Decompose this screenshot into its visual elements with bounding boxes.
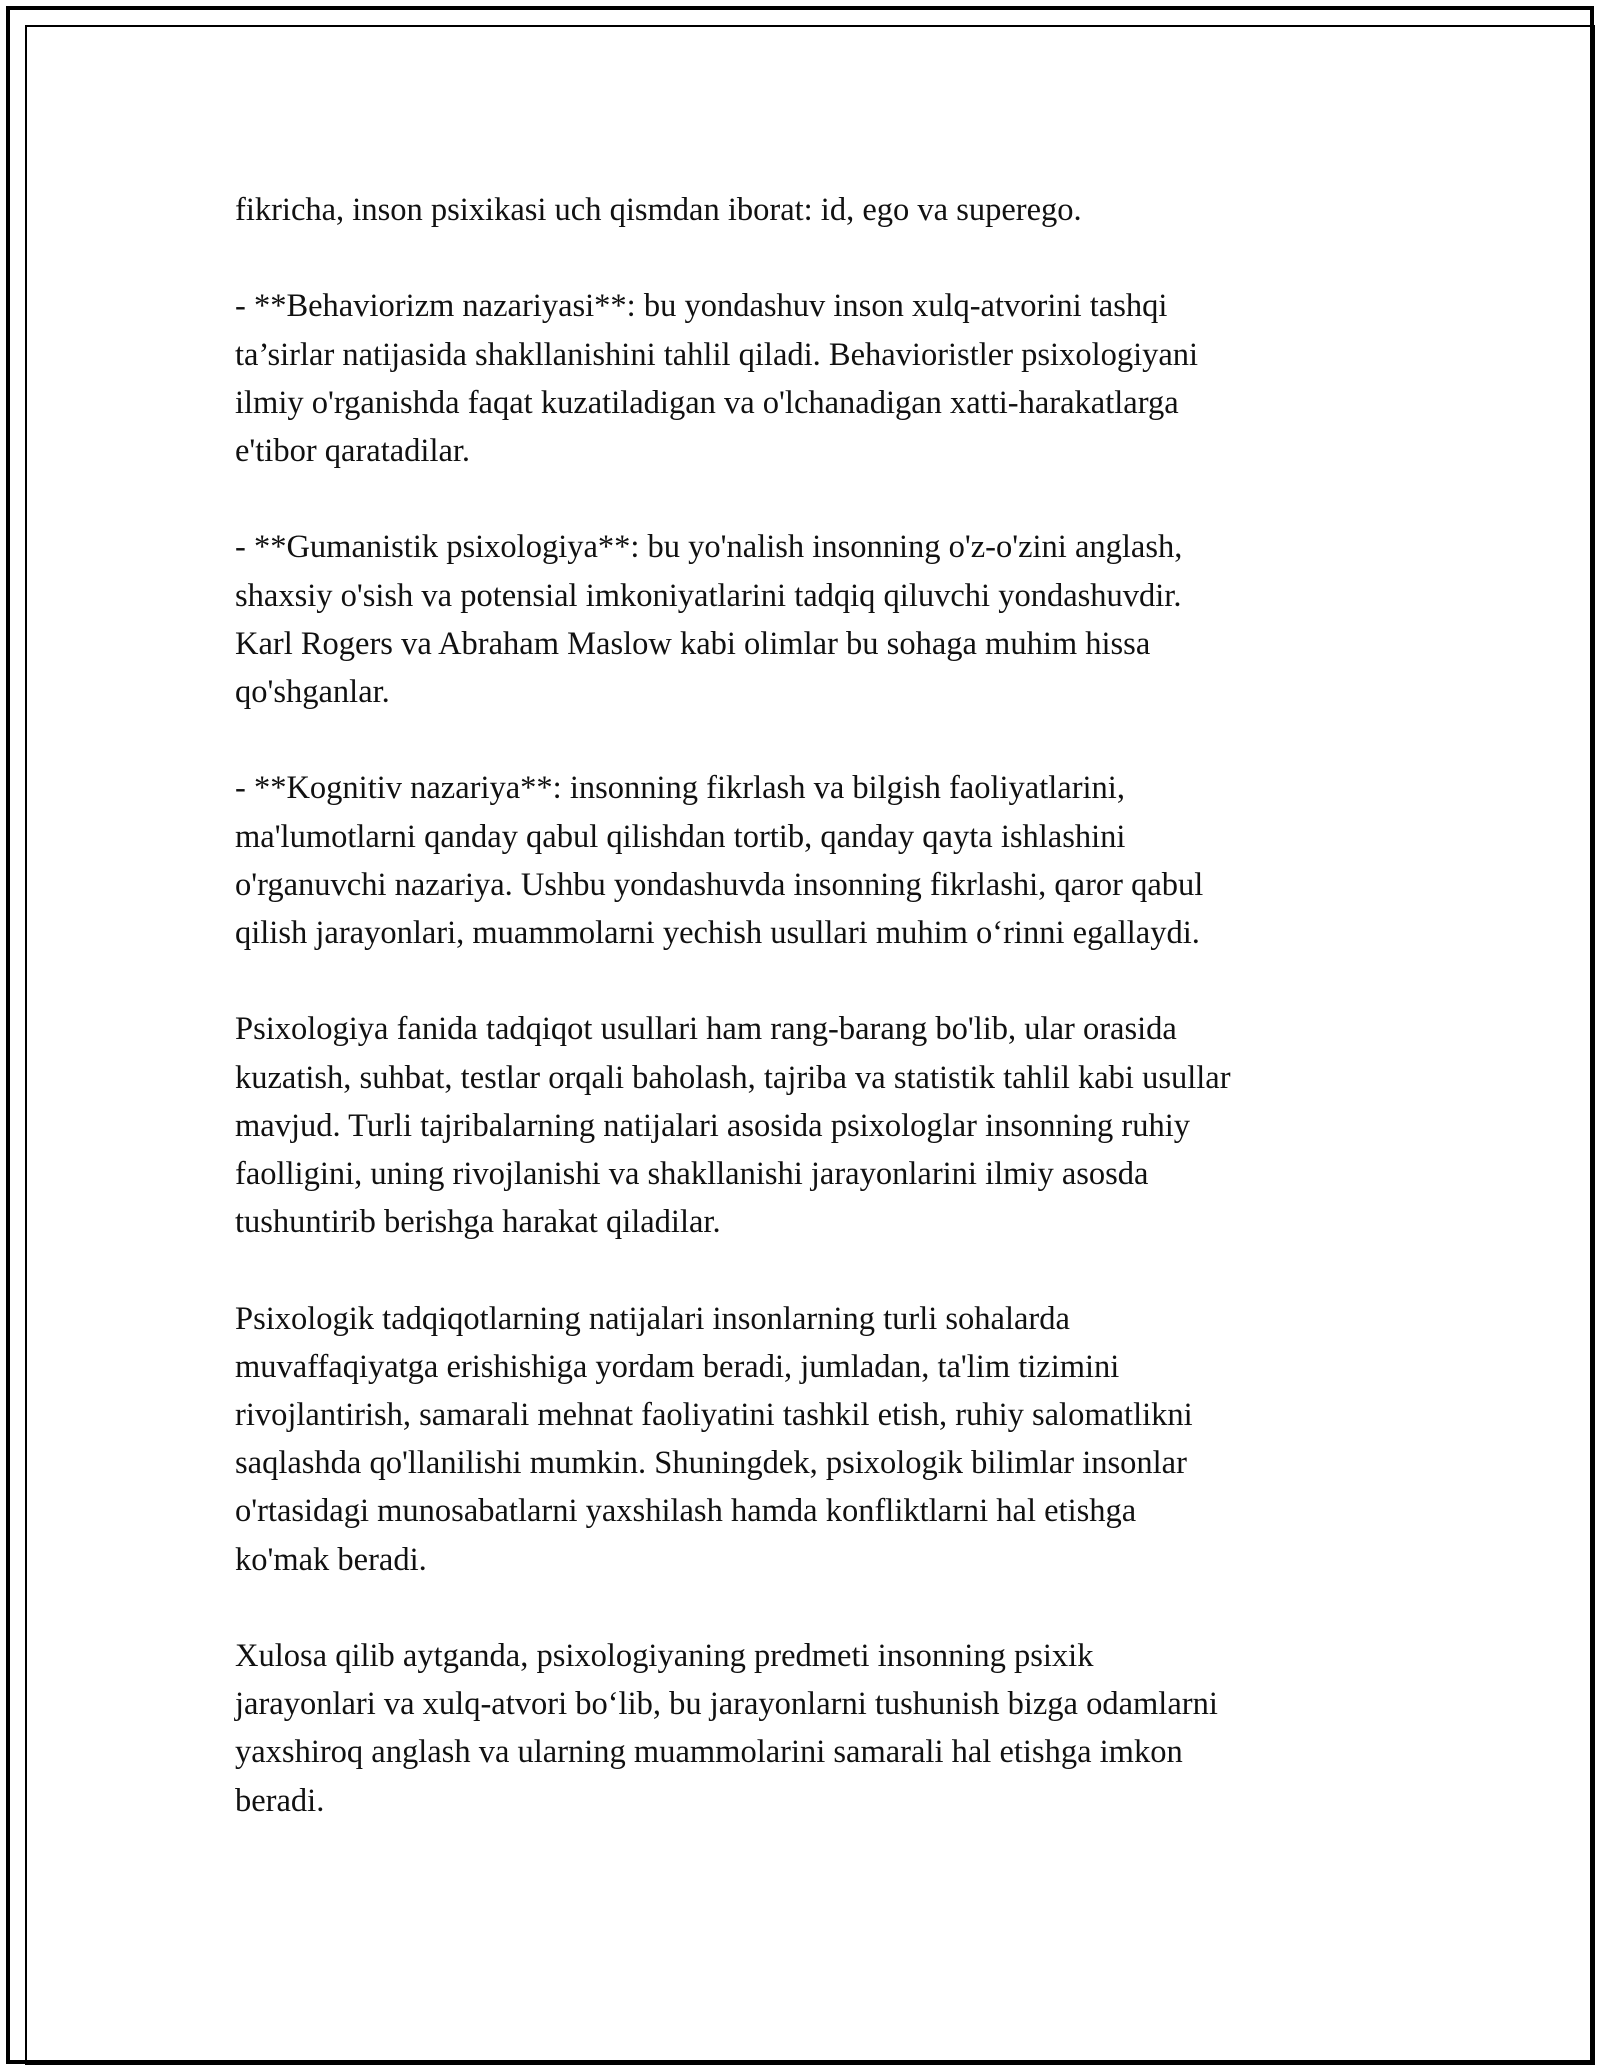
text-line: mavjud. Turli tajribalarning natijalari asosida psixologlar insonning ruhiy [235, 1107, 1191, 1144]
text-line: ta’sirlar natijasida shakllanishini tahlil qiladi. Behavioristler psixologiyani [235, 336, 1199, 373]
paragraph-behaviorism [235, 282, 1395, 475]
paragraph-conclusion [235, 1632, 1395, 1825]
text-line: shaxsiy o'sish va potensial imkoniyatlarini tadqiq qiluvchi yondashuvdir. [235, 577, 1182, 614]
text-line: o'rganuvchi nazariya. Ushbu yondashuvda insonning fikrlashi, qaror qabul [235, 866, 1204, 903]
text-line: rivojlantirish, samarali mehnat faoliyatini tashkil etish, ruhiy salomatlikni [235, 1397, 1193, 1433]
paragraph-research-results [235, 1295, 1395, 1584]
text-line: - **Kognitiv nazariya**: insonning fikrlash va bilgish faoliyatlarini, [235, 770, 1125, 807]
text-line: kuzatish, suhbat, testlar orqali baholash, tajriba va statistik tahlil kabi usullar [235, 1059, 1231, 1096]
text-line: qilish jarayonlari, muammolarni yechish usullari muhim o‘rinni egallaydi. [235, 915, 1200, 951]
text-line: Karl Rogers va Abraham Maslow kabi olimlar bu sohaga muhim hissa [235, 625, 1151, 662]
text-line: yaxshiroq anglash va ularning muammolarini samarali hal etishga imkon [235, 1734, 1183, 1771]
text-line: o'rtasidagi munosabatlarni yaxshilash hamda konfliktlarni hal etishga [235, 1493, 1137, 1530]
text-line: ilmiy o'rganishda faqat kuzatiladigan va o'lchanadigan xatti-harakatlarga [235, 384, 1179, 421]
paragraph-research-methods [235, 1005, 1395, 1246]
text-line: - **Behaviorizm nazariyasi**: bu yondashuv inson xulq-atvorini tashqi [235, 288, 1168, 325]
text-line: Xulosa qilib aytganda, psixologiyaning predmeti insonning psixik [235, 1638, 1094, 1674]
text-line: beradi. [235, 1782, 325, 1819]
paragraph-cognitive [235, 764, 1395, 957]
text-line: e'tibor qaratadilar. [235, 433, 471, 469]
text-line: ma'lumotlarni qanday qabul qilishdan tortib, qanday qayta ishlashini [235, 818, 1126, 855]
paragraph-psychoanalysis-end [235, 186, 1395, 234]
text-line: saqlashda qo'llanilishi mumkin. Shuningdek, psixologik bilimlar insonlar [235, 1445, 1187, 1482]
text-line: faolligini, uning rivojlanishi va shakllanishi jarayonlarini ilmiy asosda [235, 1156, 1149, 1192]
text-line: Psixologiya fanida tadqiqot usullari ham rang-barang bo'lib, ular orasida [235, 1011, 1177, 1048]
text-line: qo'shganlar. [235, 674, 390, 710]
text-line: jarayonlari va xulq-atvori bo‘lib, bu jarayonlarni tushunish bizga odamlarni [235, 1686, 1218, 1723]
text-line: tushuntirib berishga harakat qiladilar. [235, 1204, 721, 1241]
paragraph-humanistic [235, 523, 1395, 716]
text-line: Psixologik tadqiqotlarning natijalari insonlarning turli sohalarda [235, 1300, 1070, 1337]
document-body [235, 186, 1395, 1873]
text-line: - **Gumanistik psixologiya**: bu yo'nalish insonning o'z-o'zini anglash, [235, 529, 1183, 566]
text-line: muvaffaqiyatga erishishiga yordam beradi, jumladan, ta'lim tizimini [235, 1348, 1120, 1385]
text-line: fikricha, inson psixikasi uch qismdan iborat: id, ego va superego. [235, 192, 1082, 228]
text-line: ko'mak beradi. [235, 1541, 427, 1578]
